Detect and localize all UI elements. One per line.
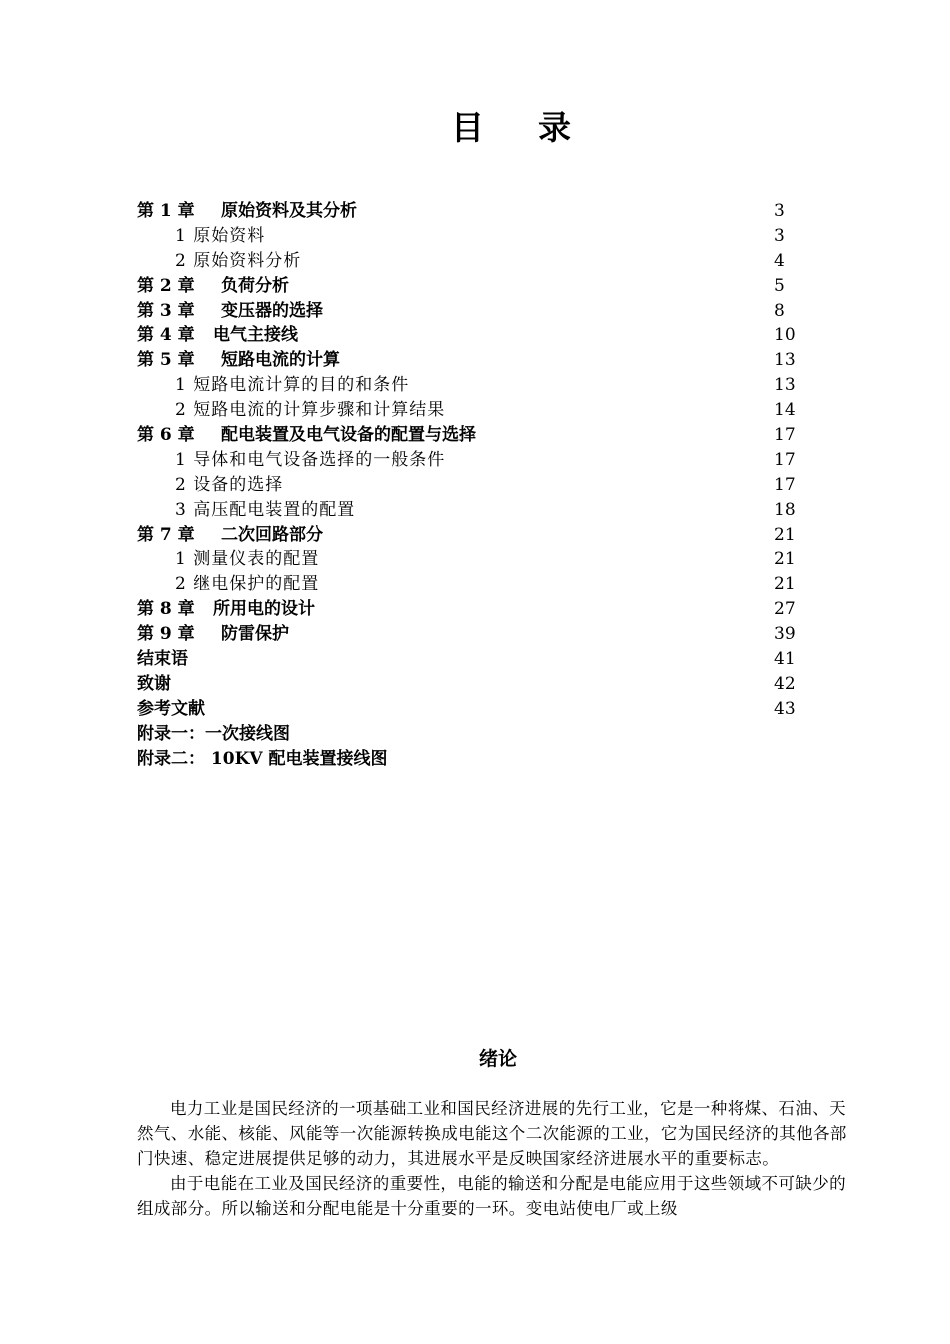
- toc-entry-label-group: [137, 747, 387, 772]
- toc-entry: [0, 398, 950, 423]
- toc-entry-label-group: [137, 299, 323, 324]
- toc-entry-label-group: [175, 473, 283, 498]
- toc-entry-label: 附录一：一次接线图: [137, 723, 290, 744]
- toc-entry: [0, 547, 950, 572]
- toc-entry-label: 结束语: [137, 649, 188, 670]
- toc-entry-label-group: [137, 323, 298, 348]
- toc-entry: [0, 249, 950, 274]
- toc-entry: [0, 697, 950, 722]
- toc-page-number: 13: [774, 350, 796, 371]
- toc-entry-label: 1 原始资料: [175, 225, 266, 246]
- toc-page-number: 41: [774, 649, 796, 670]
- toc-page-number: 17: [774, 474, 796, 495]
- toc-entry: [0, 647, 950, 672]
- toc-entry-label: 2 设备的选择: [175, 474, 284, 495]
- toc-title-char-1: 目: [451, 108, 488, 147]
- toc-entry-label: 参考文献: [137, 698, 205, 719]
- toc-page-number: 21: [774, 574, 796, 595]
- toc-page-number: 10: [774, 325, 796, 346]
- toc-entry-label-group: [175, 448, 445, 473]
- toc-page-number: 4: [774, 250, 785, 271]
- toc-entry-label-group: [175, 498, 355, 523]
- toc-chapter-number: 第 2 章: [137, 275, 195, 296]
- toc-chapter-number: 第 7 章: [137, 524, 195, 545]
- toc-entry-label-group: [137, 523, 323, 548]
- intro-title: 绪论: [478, 1048, 517, 1070]
- toc-page-number: 3: [774, 225, 785, 246]
- toc-entry: [0, 597, 950, 622]
- toc-entry-label: 防雷保护: [221, 624, 289, 645]
- toc-entry: [0, 672, 950, 697]
- toc-entry: [0, 224, 950, 249]
- toc-chapter-number: 第 5 章: [137, 350, 195, 371]
- toc-entry-label: 电气主接线: [213, 325, 298, 346]
- toc-entry-label-group: [137, 423, 476, 448]
- toc-page-number: 18: [774, 499, 796, 520]
- toc-entry: [0, 498, 950, 523]
- toc-entry-label-group: [175, 572, 319, 597]
- toc-entry: [0, 299, 950, 324]
- toc-chapter-number: 第 4 章: [137, 325, 195, 346]
- toc-page-number: 14: [774, 400, 796, 421]
- toc-entry-label-group: [137, 622, 289, 647]
- toc-page-number: 39: [774, 624, 796, 645]
- toc-entry: [0, 323, 950, 348]
- toc-entry-label-group: [175, 373, 409, 398]
- toc-entry-label: 配电装置及电气设备的配置与选择: [221, 425, 476, 446]
- toc-entry-label: 2 继电保护的配置: [175, 574, 320, 595]
- intro-paragraph-2: 由于电能在工业及国民经济的重要性，电能的输送和分配是电能应用于这些领域不可缺少的组成部分。所以输送和分配电能是十分重要的一环。变电站使电厂或上级: [137, 1174, 846, 1218]
- toc-page-number: 5: [774, 275, 785, 296]
- toc-entry-label: 2 原始资料分析: [175, 250, 302, 271]
- toc-entry-label-group: [175, 224, 265, 249]
- toc-chapter-number: 第 1 章: [137, 201, 195, 221]
- toc-entry-label-group: [175, 249, 301, 274]
- toc-chapter-number: 第 6 章: [137, 425, 195, 446]
- toc-entry-label: 2 短路电流的计算步骤和计算结果: [175, 400, 446, 421]
- toc-entry: [0, 274, 950, 299]
- toc-entry: [0, 448, 950, 473]
- intro-paragraph-1: 电力工业是国民经济的一项基础工业和国民经济进展的先行工业，它是一种将煤、石油、天然气、水能、核能、风能等一次能源转换成电能这个二次能源的工业，它为国民经济的其他各部门快速、稳定进展提供足够的动力，其进展水平是反映国家经济进展水平的重要标志。: [137, 1099, 847, 1168]
- toc-list: [0, 199, 950, 771]
- toc-entry-label-group: [137, 274, 289, 299]
- toc-entry: [0, 423, 950, 448]
- toc-chapter-number: 第 9 章: [137, 624, 195, 645]
- toc-page-number: 17: [774, 425, 796, 446]
- toc-entry: [0, 622, 950, 647]
- toc-page-number: 3: [774, 201, 785, 221]
- toc-entry: [0, 199, 950, 224]
- toc-entry: [0, 722, 950, 747]
- toc-entry-label-group: [175, 547, 319, 572]
- toc-entry-label-group: [137, 199, 357, 224]
- toc-title-char-2: 录: [538, 108, 575, 147]
- toc-page-number: 21: [774, 524, 796, 545]
- toc-entry-label-group: [137, 348, 340, 373]
- toc-page-number: 27: [774, 599, 796, 620]
- toc-entry-label: 变压器的选择: [221, 300, 323, 321]
- toc-entry-label-group: [137, 597, 315, 622]
- intro-body: [137, 1096, 857, 1221]
- toc-entry: [0, 473, 950, 498]
- toc-entry: [0, 572, 950, 597]
- toc-entry-label-group: [137, 697, 205, 722]
- toc-entry-label-group: [137, 722, 290, 747]
- toc-chapter-number: 第 8 章: [137, 599, 195, 620]
- toc-entry: [0, 523, 950, 548]
- toc-entry-label: 3 高压配电装置的配置: [175, 499, 356, 520]
- toc-entry: [0, 373, 950, 398]
- toc-entry-label: 1 测量仪表的配置: [175, 549, 320, 570]
- toc-page-number: 43: [774, 698, 796, 719]
- toc-entry: [0, 747, 950, 772]
- toc-entry-label: 二次回路部分: [221, 524, 323, 545]
- toc-entry-label: 所用电的设计: [213, 599, 315, 620]
- toc-entry-label: 原始资料及其分析: [221, 201, 357, 221]
- toc-page-number: 8: [774, 300, 785, 321]
- toc-title: [0, 102, 950, 149]
- toc-entry-label: 短路电流的计算: [221, 350, 340, 371]
- toc-entry-label-group: [137, 672, 171, 697]
- toc-entry-label: 致谢: [137, 673, 171, 694]
- toc-entry-label: 附录二： 10KV 配电装置接线图: [137, 748, 388, 769]
- toc-page-number: 42: [774, 673, 796, 694]
- toc-entry-label: 1 导体和电气设备选择的一般条件: [175, 449, 446, 470]
- toc-entry-label: 负荷分析: [221, 275, 289, 296]
- toc-chapter-number: 第 3 章: [137, 300, 195, 321]
- toc-entry: [0, 348, 950, 373]
- toc-entry-label: 1 短路电流计算的目的和条件: [175, 375, 410, 396]
- toc-page-number: 17: [774, 449, 796, 470]
- toc-page-number: 13: [774, 375, 796, 396]
- toc-entry-label-group: [175, 398, 445, 423]
- toc-entry-label-group: [137, 647, 188, 672]
- toc-page-number: 21: [774, 549, 796, 570]
